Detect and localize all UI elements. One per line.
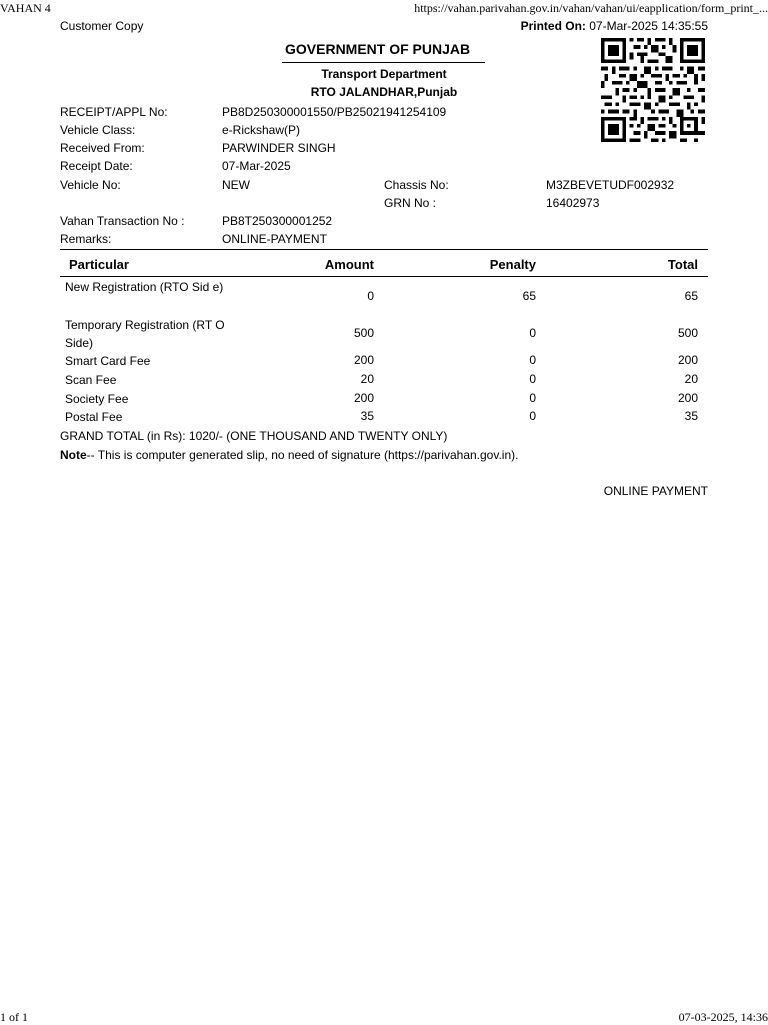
header-amount: Amount [324,257,374,272]
table-row-amount: 200 [353,391,374,405]
table-row-penalty: 0 [529,326,536,340]
remarks-value: ONLINE-PAYMENT [222,232,327,246]
grand-total: GRAND TOTAL (in Rs): 1020/- (ONE THOUSAND AND TWENTY ONLY) [60,429,448,443]
qr-code [601,37,705,143]
table-row-amount: 0 [367,289,374,303]
received-from-value: PARWINDER SINGH [222,141,336,155]
vehicle-no-value: NEW [222,178,250,192]
chassis-no-value: M3ZBEVETUDF002932 [546,178,675,192]
table-header-rule [60,276,708,277]
customer-copy-label: Customer Copy [60,19,144,33]
note-text: -- This is computer generated slip, no need of signature (https://parivahan.gov.in). [86,448,519,462]
table-row-total: 200 [677,353,698,367]
table-row-total: 35 [684,409,698,423]
receipt-no-value: PB8D250300001550/PB25021941254109 [222,105,447,119]
grn-no-value: 16402973 [546,196,600,210]
table-row-penalty: 0 [529,391,536,405]
grn-no-label: GRN No : [384,196,437,210]
table-row-total: 200 [677,391,698,405]
table-row-penalty: 0 [529,353,536,367]
table-row-amount: 500 [353,326,374,340]
government-title: GOVERNMENT OF PUNJAB [285,41,471,57]
office-name: RTO JALANDHAR,Punjab [310,85,458,99]
receipt-no-label: RECEIPT/APPL No: [60,105,168,119]
print-datetime: 07-03-2025, 14:36 [678,1010,768,1024]
transaction-no-value: PB8T250300001252 [222,214,333,228]
table-row-total: 500 [677,326,698,340]
table-row-particular: Postal Fee [65,410,123,424]
table-row-penalty: 65 [522,289,536,303]
received-from-label: Received From: [60,141,145,155]
signature-note [60,448,518,462]
table-row-amount: 200 [353,353,374,367]
table-row-penalty: 0 [529,409,536,423]
table-row-total: 65 [684,289,698,303]
table-row-particular: Smart Card Fee [65,354,151,368]
browser-page-url: https://vahan.parivahan.gov.in/vahan/vahan/ui/eapplication/form_print_... [414,1,768,15]
browser-page-title: VAHAN 4 [0,1,51,15]
receipt-date-value: 07-Mar-2025 [222,159,291,173]
title-underline [282,62,485,63]
page-count: 1 of 1 [0,1010,28,1024]
table-row-particular: New Registration (RTO Sid e) [65,280,224,294]
table-row-total: 20 [684,372,698,386]
vehicle-class-value: e-Rickshaw(P) [222,123,301,137]
chassis-no-label: Chassis No: [384,178,449,192]
table-row-particular: Scan Fee [65,373,117,387]
vehicle-no-label: Vehicle No: [60,178,121,192]
payment-mode: ONLINE PAYMENT [603,484,708,498]
table-row-amount: 35 [360,409,374,423]
table-row-particular: Society Fee [65,392,129,406]
vehicle-class-label: Vehicle Class: [60,123,136,137]
printed-on-label: Printed On: [520,19,586,33]
department-name: Transport Department [321,67,447,81]
note-label: Note [60,448,87,462]
header-particular: Particular [69,257,129,272]
transaction-no-label: Vahan Transaction No : [60,214,185,228]
remarks-label: Remarks: [60,232,112,246]
header-penalty: Penalty [489,257,536,272]
printed-on [521,19,708,33]
receipt-date-label: Receipt Date: [60,159,133,173]
table-row-penalty: 0 [529,372,536,386]
table-top-rule [60,249,708,250]
header-total: Total [667,257,698,272]
table-row-amount: 20 [360,372,374,386]
printed-on-value: 07-Mar-2025 14:35:55 [589,19,708,33]
table-row-particular: Temporary Registration (RT O Side) [65,318,225,350]
